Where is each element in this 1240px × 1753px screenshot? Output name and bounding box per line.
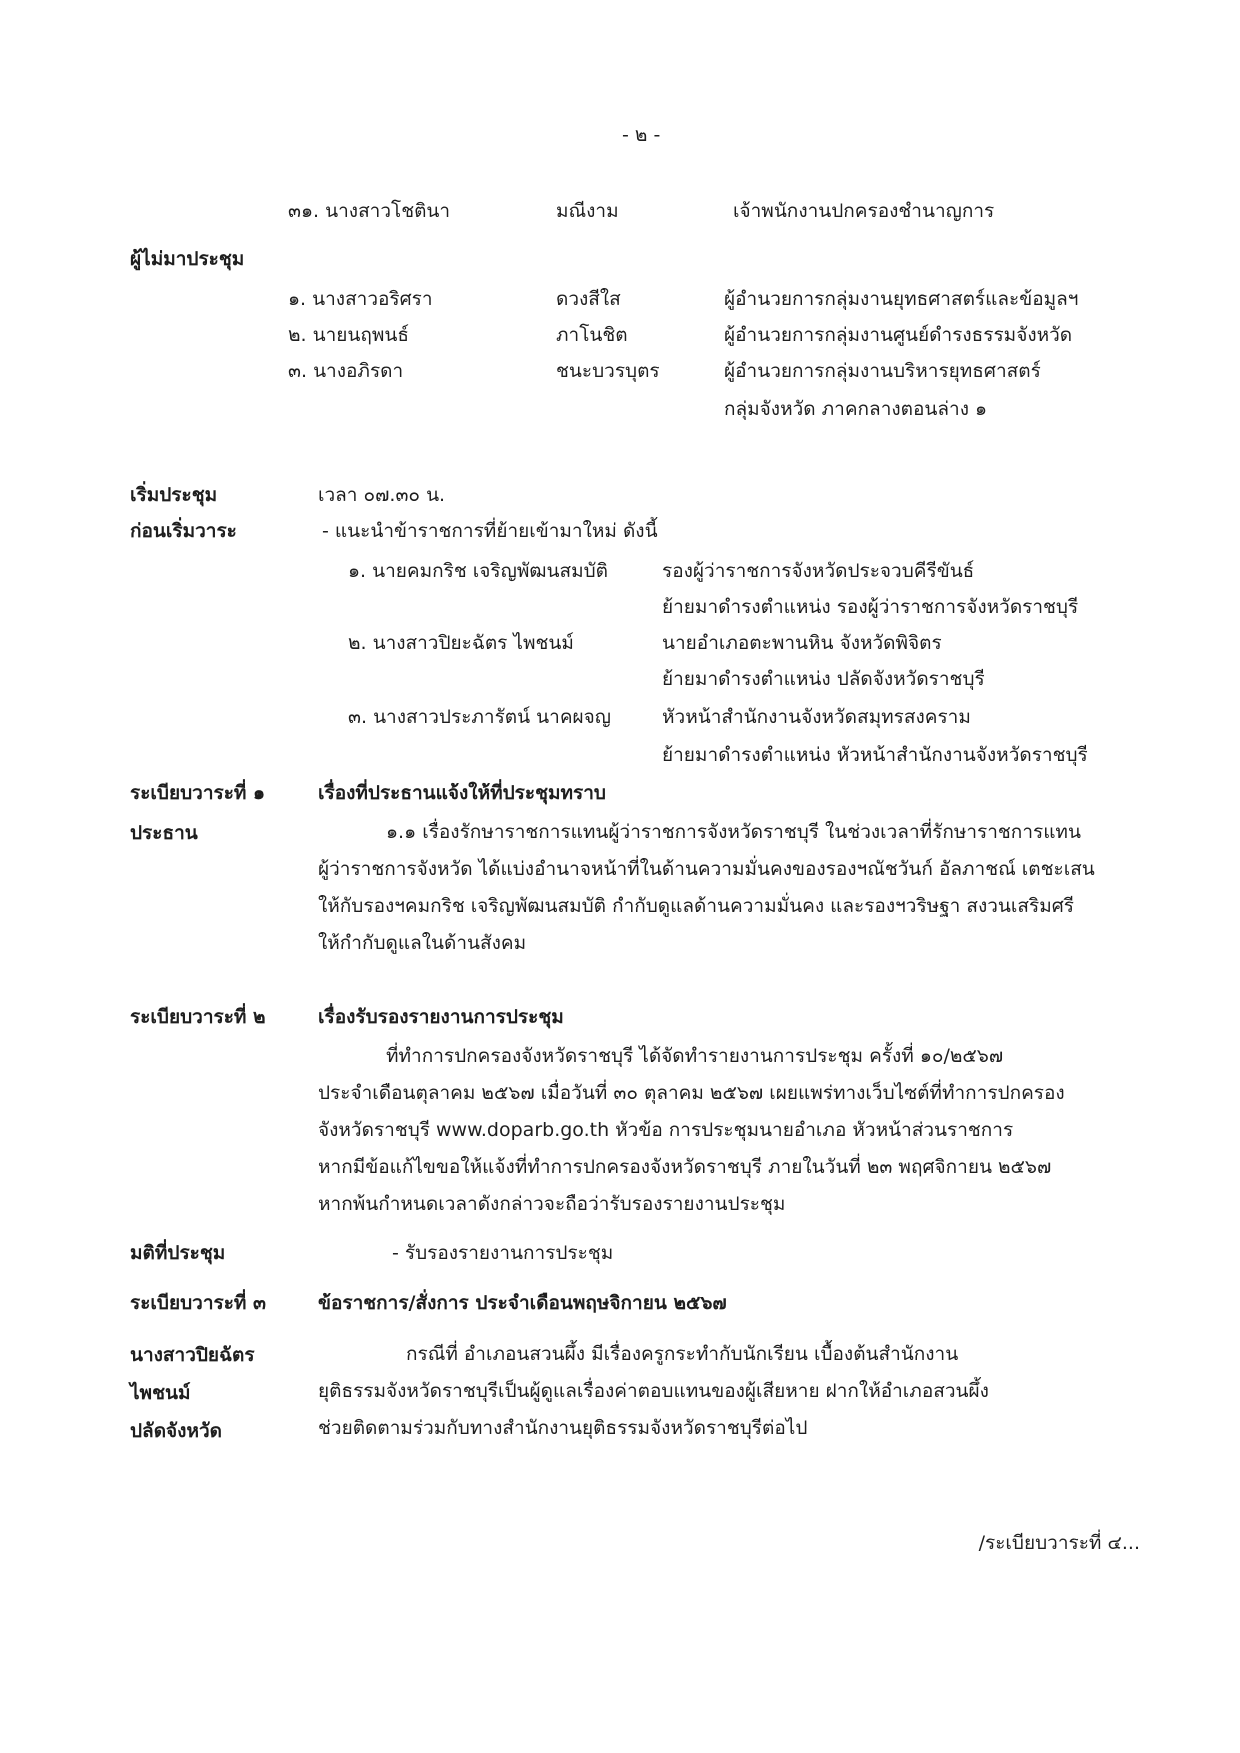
newcomer-2-line2: ย้ายมาดำรงตำแหน่ง ปลัดจังหวัดราชบุรี [662, 668, 985, 690]
page-number: - ๒ - [622, 124, 661, 146]
absent-3-surname: ชนะบวรบุตร [556, 360, 660, 382]
absent-2-position: ผู้อำนวยการกลุ่มงานศูนย์ดำรงธรรมจังหวัด [724, 324, 1073, 346]
agenda-3-title: ข้อราชการ/สั่งการ ประจำเดือนพฤษจิกายน ๒๕๖๗ [318, 1292, 727, 1314]
absent-3-position-line2: กลุ่มจังหวัด ภาคกลางตอนล่าง ๑ [724, 398, 988, 420]
agenda-2-label: ระเบียบวาระที่ ๒ [130, 1006, 266, 1028]
resolution-label: มติที่ประชุม [130, 1242, 226, 1264]
absent-heading: ผู้ไม่มาประชุม [130, 248, 245, 270]
agenda-2-line-4: หากมีข้อแก้ไขขอให้แจ้งที่ทำการปกครองจังหวัดราชบุรี ภายในวันที่ ๒๓ พฤศจิกายน ๒๕๖๗ [318, 1156, 1052, 1178]
agenda-3-line-1: กรณีที่ อำเภอนสวนผึ้ง มีเรื่องครูกระทำกับนักเรียน เบื้องต้นสำนักงาน [406, 1343, 959, 1365]
absent-1-surname: ดวงสีใส [556, 288, 621, 310]
agenda-3-speaker-line-1: นางสาวปิยฉัตร [130, 1344, 255, 1366]
absent-2-surname: ภาโนชิต [556, 324, 628, 346]
agenda-1-title: เรื่องที่ประธานแจ้งให้ที่ประชุมทราบ [318, 782, 606, 804]
attendee-31-surname: มณีงาม [556, 200, 619, 222]
agenda-2-line-1: ที่ทำการปกครองจังหวัดราชบุรี ได้จัดทำรายงานการประชุม ครั้งที่ ๑๐/๒๕๖๗ [386, 1045, 1004, 1067]
agenda-2-line-3: จังหวัดราชบุรี www.doparb.go.th หัวข้อ การประชุมนายอำเภอ หัวหน้าส่วนราชการ [318, 1119, 1014, 1141]
newcomer-1-line1: รองผู้ว่าราชการจังหวัดประจวบคีรีขันธ์ [662, 560, 975, 582]
agenda-1-line-2: ผู้ว่าราชการจังหวัด ได้แบ่งอำนาจหน้าที่ในด้านความมั่นคงของรองฯณัชวันก์ อัลภาชณ์ เตชะเสน [318, 858, 1095, 880]
absent-3-position: ผู้อำนวยการกลุ่มงานบริหารยุทธศาสตร์ [724, 360, 1041, 382]
agenda-1-body [318, 814, 1140, 962]
newcomer-2-name: ๒. นางสาวปิยะฉัตร ไพชนม์ [348, 632, 574, 654]
start-time: เวลา ๐๗.๓๐ น. [318, 484, 446, 506]
attendee-31-name: ๓๑. นางสาวโชตินา [288, 200, 451, 222]
agenda-3-line-2: ยุติธรรมจังหวัดราชบุรีเป็นผู้ดูแลเรื่องค่าตอบแทนของผู้เสียหาย ฝากให้อำเภอสวนผึ้ง [318, 1380, 989, 1402]
agenda-3-label: ระเบียบวาระที่ ๓ [130, 1292, 267, 1314]
attendee-31-position: เจ้าพนักงานปกครองชำนาญการ [733, 200, 995, 222]
agenda-3-body [318, 1336, 1140, 1447]
newcomer-3-line2: ย้ายมาดำรงตำแหน่ง หัวหน้าสำนักงานจังหวัดราชบุรี [662, 744, 1088, 766]
newcomer-3-line1: หัวหน้าสำนักงานจังหวัดสมุทรสงคราม [662, 706, 971, 728]
absent-3-name: ๓. นางอภิรดา [288, 360, 404, 382]
continuation-note: /ระเบียบวาระที่ ๔... [978, 1532, 1140, 1554]
absent-2-name: ๒. นายนฤพนธ์ [288, 324, 409, 346]
newcomer-2-line1: นายอำเภอตะพานหิน จังหวัดพิจิตร [662, 632, 942, 654]
agenda-3-speaker-line-2: ไพชนม์ [130, 1382, 191, 1404]
newcomer-1-name: ๑. นายคมกริช เจริญพัฒนสมบัติ [348, 560, 609, 582]
agenda-1-label: ระเบียบวาระที่ ๑ [130, 782, 266, 804]
absent-1-name: ๑. นางสาวอริศรา [288, 288, 433, 310]
agenda-3-line-3: ช่วยติดตามร่วมกับทางสำนักงานยุติธรรมจังหวัดราชบุรีต่อไป [318, 1417, 808, 1439]
agenda-1-line-3: ให้กับรองฯคมกริช เจริญพัฒนสมบัติ กำกับดูแลด้านความมั่นคง และรองฯวริษฐา สงวนเสริมศรี [318, 895, 1075, 917]
agenda-2-line-5: หากพ้นกำหนดเวลาดังกล่าวจะถือว่ารับรองรายงานประชุม [318, 1193, 786, 1215]
newcomer-1-line2: ย้ายมาดำรงตำแหน่ง รองผู้ว่าราชการจังหวัดราชบุรี [662, 596, 1079, 618]
newcomer-3-name: ๓. นางสาวประภารัตน์ นาคผจญ [348, 706, 611, 728]
pre-agenda-label: ก่อนเริ่มวาระ [130, 520, 237, 542]
absent-1-position: ผู้อำนวยการกลุ่มงานยุทธศาสตร์และข้อมูลฯ [724, 288, 1079, 310]
start-label: เริ่มประชุม [130, 484, 218, 506]
agenda-1-line-4: ให้กำกับดูแลในด้านสังคม [318, 932, 527, 954]
agenda-2-line-2: ประจำเดือนตุลาคม ๒๕๖๗ เมื่อวันที่ ๓๐ ตุลาคม ๒๕๖๗ เผยแพร่ทางเว็บไซต์ที่ทำการปกครอง [318, 1082, 1065, 1104]
pre-agenda-intro: - แนะนำข้าราชการที่ย้ายเข้ามาใหม่ ดังนี้ [322, 520, 658, 542]
agenda-1-line-1: ๑.๑ เรื่องรักษาราชการแทนผู้ว่าราชการจังหวัดราชบุรี ในช่วงเวลาที่รักษาราชการแทน [386, 821, 1081, 843]
agenda-2-body [318, 1038, 1140, 1223]
agenda-1-speaker: ประธาน [130, 822, 198, 844]
agenda-3-speaker-line-3: ปลัดจังหวัด [130, 1420, 222, 1442]
agenda-2-title: เรื่องรับรองรายงานการประชุม [318, 1006, 564, 1028]
resolution-text: - รับรองรายงานการประชุม [392, 1242, 614, 1264]
